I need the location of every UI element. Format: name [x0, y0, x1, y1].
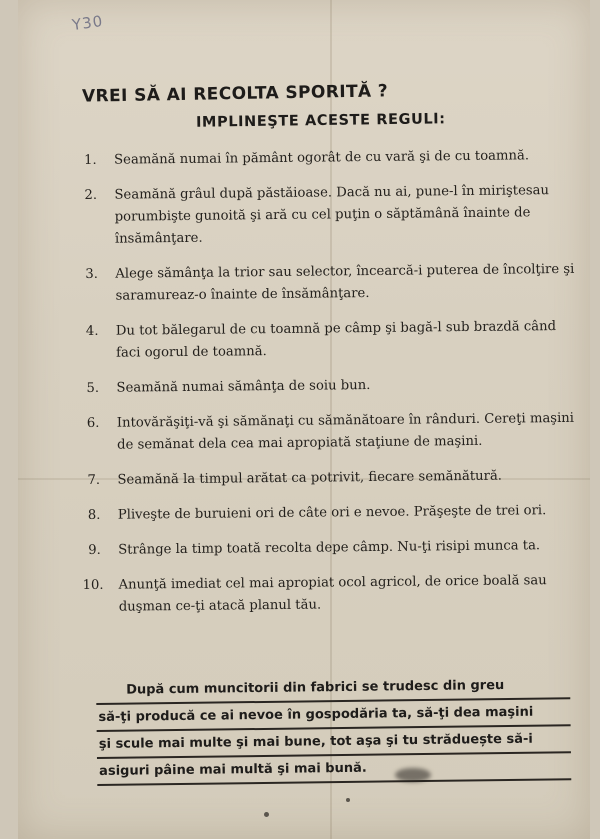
rule-item-2	[84, 180, 575, 251]
rule-number: 5.	[86, 380, 100, 396]
rule-text: Du tot bălegarul de cu toamnă pe câmp şi bagă-l sub brazdă când faci ogorul de toamnă.	[115, 319, 557, 361]
rule-text: Seamănă grâul după păstăioase. Dacă nu ai, pune-l în miriştesau porumbişte gunoită şi ară cu cel puţin o săptămână înainte de însămânţare.	[114, 183, 550, 247]
handwritten-corner-note: Y30	[70, 11, 105, 35]
rule-text: Seamănă la timpul arătat ca potrivit, fiecare semănătură.	[117, 468, 503, 488]
closing-line: să-ţi producă ce ai nevoe în gospodăria ta, să-ţi dea maşini	[96, 699, 570, 732]
rules-list	[84, 145, 579, 632]
rule-text: Pliveşte de buruieni ori de câte ori e nevoe. Prăşeşte de trei ori.	[117, 503, 547, 523]
document-subtitle: IMPLINEŞTE ACESTE REGULI:	[195, 111, 446, 131]
rule-item-8	[88, 500, 578, 527]
closing-line: După cum muncitorii din fabrici se trudesc din greu	[96, 672, 570, 705]
rule-number: 7.	[87, 472, 101, 488]
rule-number: 8.	[87, 507, 101, 523]
document-title: VREI SĂ AI RECOLTA SPORITĂ ?	[81, 81, 389, 107]
rule-number: 3.	[85, 266, 98, 282]
rule-item-10	[82, 570, 578, 619]
rule-text: Strânge la timp toată recolta depe câmp. Nu-ţi risipi munca ta.	[118, 538, 541, 558]
rule-number: 2.	[84, 187, 98, 203]
rule-number: 6.	[86, 415, 100, 431]
rule-item-4	[86, 316, 576, 365]
rule-number: 9.	[88, 542, 101, 558]
closing-line: şi scule mai multe şi mai bune, tot aşa şi tu străduește să-i	[97, 726, 571, 759]
rule-text: Seamănă numai sămânţa de soiu bun.	[116, 378, 371, 396]
rule-text: Anunţă imediat cel mai apropiat ocol agricol, de orice boală sau duşman ce-ţi atacă planul tău.	[118, 573, 547, 615]
rule-number: 4.	[85, 323, 99, 339]
rule-item-9	[88, 535, 578, 562]
rule-item-3	[85, 259, 575, 308]
rule-text: Intovărăşiţi-vă şi sămănaţi cu sămănătoare în rânduri. Cereţi maşini de semănat dela cea mai apropiată staţiune de maşini.	[116, 410, 575, 453]
rule-number: 1.	[84, 152, 97, 168]
rule-item-1	[84, 145, 574, 172]
rule-item-6	[87, 408, 577, 457]
rule-item-7	[87, 465, 577, 492]
closing-paragraph	[96, 672, 571, 786]
rule-item-5	[86, 373, 576, 400]
ink-smudge	[395, 768, 431, 782]
rule-text: Seamănă numai în pământ ogorât de cu vară şi de cu toamnă.	[114, 148, 530, 168]
rule-number: 10.	[82, 577, 104, 594]
closing-line: asiguri pâine mai multă şi mai bună.	[97, 753, 571, 786]
rule-text: Alege sămânţa la trior sau selector, încearcă-i puterea de încolţire şi saramureaz-o înainte de însămânţare.	[115, 261, 575, 304]
ink-speck	[346, 798, 350, 802]
ink-speck	[264, 812, 269, 817]
